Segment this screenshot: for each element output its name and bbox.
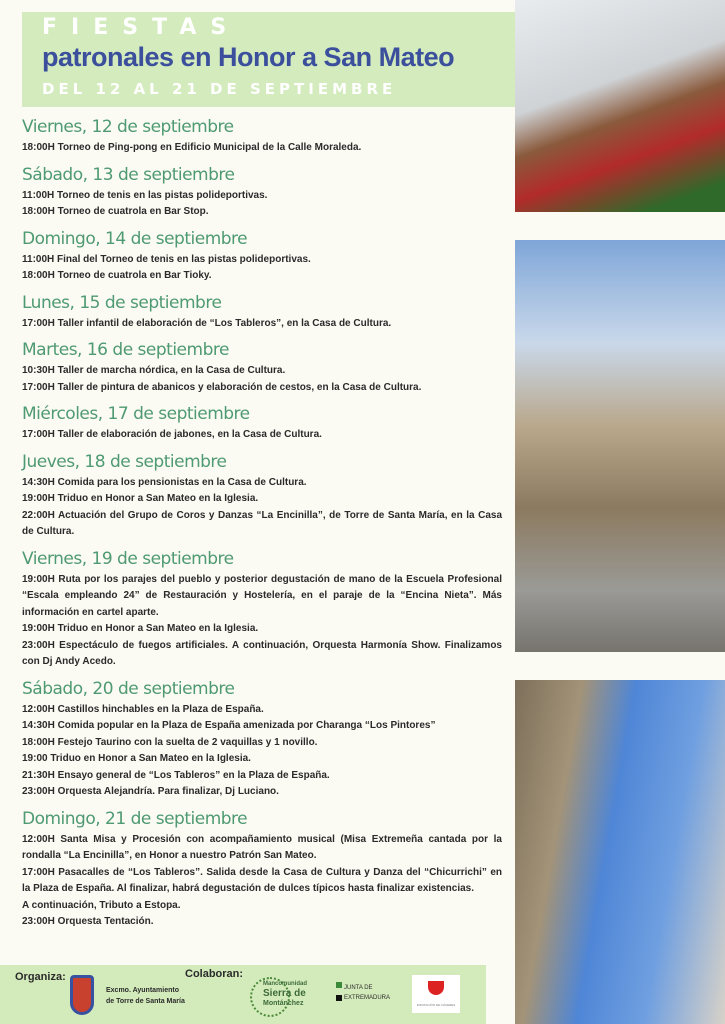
event-item: 23:00H Orquesta Tentación. — [22, 916, 154, 927]
event-item: 19:00 Triduo en Honor a San Mateo en la Iglesia. — [22, 753, 251, 764]
event-item: 18:00H Festejo Taurino con la suelta de 2 vaquillas y 1 novillo. — [22, 736, 318, 748]
day-heading: Miércoles, 17 de septiembre — [22, 404, 250, 424]
event-item: 10:30H Taller de marcha nórdica, en la Casa de Cultura. — [22, 365, 286, 376]
event-item: 14:30H Comida para los pensionistas en la Casa de Cultura. — [22, 476, 307, 488]
event-item: 18:00H Torneo de Ping-pong en Edificio Municipal de la Calle Moraleda. — [22, 142, 362, 153]
event-item: 21:30H Ensayo general de “Los Tableros” en la Plaza de España. — [22, 769, 330, 781]
junta-flag-green — [336, 982, 342, 988]
event-item: 18:00H Torneo de cuatrola en Bar Stop. — [22, 206, 209, 217]
coat-of-arms-icon — [70, 975, 94, 1015]
day-section — [22, 808, 502, 931]
event-item: 19:00H Ruta por los parajes del pueblo y posterior degustación de mano de la Escuela Profesional “Escala empleando 24” de Restauración y Hostelería, en el paraje de la “Encina Nieta”. Más información en cartel aparte. — [22, 573, 502, 618]
junta-line2: EXTREMADURA — [344, 995, 391, 1001]
event-item: 17:00H Pasacalles de “Los Tableros”. Salida desde la Casa de Cultura y Danza del “Chicurrichi” en la Plaza de España. Al finalizar, habrá degustación de dulces típicos hasta finalizar existencias. — [22, 866, 502, 894]
day-section — [22, 164, 502, 221]
day-section — [22, 339, 502, 396]
event-item: 23:00H Orquesta Alejandría. Para finalizar, Dj Luciano. — [22, 786, 279, 797]
day-heading: Domingo, 14 de septiembre — [22, 228, 248, 249]
poster-title: patronales en Honor a San Mateo — [42, 42, 455, 72]
organiza-label: Organiza: — [15, 971, 66, 983]
day-heading: Sábado, 20 de septiembre — [22, 678, 235, 699]
diputacion-text: DIPUTACIÓN DE CÁCERES — [416, 1003, 456, 1007]
day-section — [22, 451, 502, 541]
day-section — [22, 678, 502, 801]
date-range: DEL 12 AL 21 DE SEPTIEMBRE — [42, 80, 397, 98]
kicker: FIESTAS — [42, 15, 241, 40]
day-section — [22, 403, 502, 444]
mancomunidad-bot: Montánchez — [263, 1000, 304, 1007]
day-heading: Viernes, 19 de septiembre — [22, 548, 234, 569]
event-item: 12:00H Castillos hinchables en la Plaza de España. — [22, 703, 264, 715]
day-section — [22, 116, 502, 157]
junta-line1: JUNTA DE — [344, 985, 373, 991]
photo-church-festival — [515, 240, 725, 652]
day-section — [22, 228, 502, 285]
day-heading: Domingo, 21 de septiembre — [22, 808, 248, 829]
event-item: 17:00H Taller de elaboración de jabones, en la Casa de Cultura. — [22, 429, 322, 440]
event-item: 11:00H Torneo de tenis en las pistas polideportivas. — [22, 189, 268, 201]
mancomunidad-top: Mancomunidad — [263, 981, 308, 987]
colaboran-label: Colaboran: — [185, 968, 244, 980]
event-item: 17:00H Taller infantil de elaboración de “Los Tableros”, en la Casa de Cultura. — [22, 317, 392, 329]
diputacion-emblem-icon — [428, 981, 444, 995]
program-list — [22, 116, 502, 938]
day-heading: Martes, 16 de septiembre — [22, 340, 229, 360]
photo-saint-statue — [515, 0, 725, 212]
day-heading: Sábado, 13 de septiembre — [22, 164, 235, 185]
event-item: 22:00H Actuación del Grupo de Coros y Danzas “La Encinilla”, de Torre de Santa María, en la Casa de Cultura. — [22, 509, 502, 537]
event-item: A continuación, Tributo a Estopa. — [22, 899, 181, 911]
event-item: 12:00H Santa Misa y Procesión con acompañamiento musical (Misa Extremeña cantada por la rondalla “La Encinilla”, en Honor a nuestro Patrón San Mateo. — [22, 833, 502, 861]
day-heading: Viernes, 12 de septiembre — [22, 117, 234, 137]
ayto-line2: de Torre de Santa María — [106, 998, 185, 1005]
day-heading: Jueves, 18 de septiembre — [22, 451, 227, 472]
event-item: 18:00H Torneo de cuatrola en Bar Tioky. — [22, 270, 212, 281]
event-item: 14:30H Comida popular en la Plaza de España amenizada por Charanga “Los Pintores” — [22, 720, 436, 731]
event-item: 19:00H Triduo en Honor a San Mateo en la Iglesia. — [22, 623, 259, 634]
event-item: 17:00H Taller de pintura de abanicos y elaboración de cestos, en la Casa de Cultura. — [22, 381, 422, 393]
event-item: 23:00H Espectáculo de fuegos artificiales. A continuación, Orquesta Harmonía Show. Finalizamos con Dj Andy Acedo. — [22, 639, 502, 667]
diputacion-logo — [412, 975, 460, 1013]
event-item: 19:00H Triduo en Honor a San Mateo en la Iglesia. — [22, 493, 259, 504]
mancomunidad-mid: Sierra de — [263, 988, 306, 999]
footer-sponsors — [0, 965, 486, 1024]
day-heading: Lunes, 15 de septiembre — [22, 292, 222, 313]
title-banner — [22, 12, 515, 107]
event-item: 11:00H Final del Torneo de tenis en las pistas polideportivas. — [22, 253, 311, 265]
day-section — [22, 548, 502, 671]
photo-procession — [515, 680, 725, 1024]
day-section — [22, 292, 502, 333]
junta-flag-black — [336, 995, 342, 1001]
ayto-line1: Excmo. Ayuntamiento — [106, 987, 179, 994]
